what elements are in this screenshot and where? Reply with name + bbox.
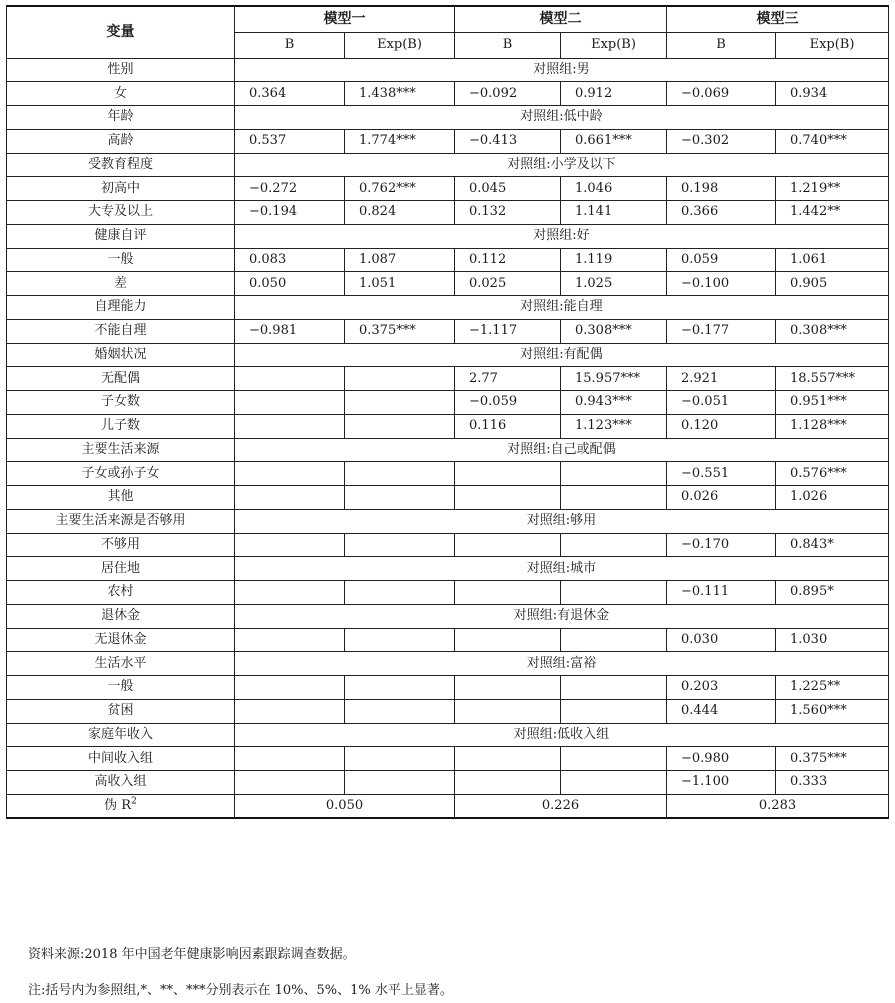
exp-b-cell	[561, 486, 667, 510]
row-label: 无退休金	[7, 628, 235, 652]
coef-b-cell: 0.120	[667, 414, 776, 438]
row-label: 不能自理	[7, 319, 235, 343]
reference-group-cell: 对照组:低收入组	[235, 723, 889, 747]
row-label: 贫困	[7, 699, 235, 723]
row-label: 一般	[7, 248, 235, 272]
exp-b-cell: 1.030	[776, 628, 889, 652]
header-sub-expb: Exp(B)	[561, 32, 667, 58]
exp-b-cell: 0.740***	[776, 129, 889, 153]
coef-b-cell: −0.069	[667, 82, 776, 106]
coef-b-cell	[235, 367, 345, 391]
coef-b-cell: −0.111	[667, 581, 776, 605]
exp-b-cell: 0.375***	[345, 319, 455, 343]
table-row	[7, 699, 889, 723]
exp-b-cell: 1.119	[561, 248, 667, 272]
coef-b-cell	[455, 699, 561, 723]
row-label: 初高中	[7, 177, 235, 201]
exp-b-cell: 0.951***	[776, 391, 889, 415]
coef-b-cell: −0.092	[455, 82, 561, 106]
reference-group-cell: 对照组:低中龄	[235, 106, 889, 130]
coef-b-cell: 0.444	[667, 699, 776, 723]
exp-b-cell: 1.141	[561, 201, 667, 225]
coef-b-cell	[455, 628, 561, 652]
pseudo-r2-value: 0.283	[667, 794, 889, 818]
exp-b-cell: 1.560***	[776, 699, 889, 723]
reference-group-cell: 对照组:自己或配偶	[235, 438, 889, 462]
exp-b-cell: 18.557***	[776, 367, 889, 391]
row-label: 性别	[7, 58, 235, 82]
row-label: 差	[7, 272, 235, 296]
reference-row	[7, 723, 889, 747]
exp-b-cell	[561, 581, 667, 605]
reference-group-cell: 对照组:能自理	[235, 296, 889, 320]
table-row	[7, 319, 889, 343]
reference-row	[7, 296, 889, 320]
reference-group-cell: 对照组:有退休金	[235, 604, 889, 628]
exp-b-cell	[345, 533, 455, 557]
exp-b-cell	[345, 676, 455, 700]
exp-b-cell: 1.087	[345, 248, 455, 272]
coef-b-cell: 0.083	[235, 248, 345, 272]
exp-b-cell: 1.061	[776, 248, 889, 272]
row-label: 女	[7, 82, 235, 106]
exp-b-cell	[345, 486, 455, 510]
row-label: 其他	[7, 486, 235, 510]
table-row	[7, 486, 889, 510]
exp-b-cell: 1.128***	[776, 414, 889, 438]
significance-note: 注:括号内为参照组,*、**、***分别表示在 10%、5%、1% 水平上显著。	[28, 983, 453, 998]
coef-b-cell	[235, 462, 345, 486]
header-sub-b: B	[235, 32, 345, 58]
coef-b-cell	[235, 581, 345, 605]
reference-row	[7, 652, 889, 676]
row-label: 居住地	[7, 557, 235, 581]
row-label: 大专及以上	[7, 201, 235, 225]
exp-b-cell: 0.308***	[561, 319, 667, 343]
row-label: 退休金	[7, 604, 235, 628]
reference-row	[7, 343, 889, 367]
coef-b-cell: 0.059	[667, 248, 776, 272]
table-row	[7, 367, 889, 391]
pseudo-r2-label	[7, 794, 235, 818]
pseudo-r2-value: 0.226	[455, 794, 667, 818]
exp-b-cell: 0.661***	[561, 129, 667, 153]
table-row	[7, 462, 889, 486]
exp-b-cell: 1.774***	[345, 129, 455, 153]
exp-b-cell	[561, 628, 667, 652]
exp-b-cell: 0.333	[776, 771, 889, 795]
exp-b-cell	[561, 533, 667, 557]
exp-b-cell	[345, 391, 455, 415]
table-row	[7, 628, 889, 652]
exp-b-cell: 0.308***	[776, 319, 889, 343]
table-row	[7, 581, 889, 605]
row-label: 无配偶	[7, 367, 235, 391]
table-row	[7, 248, 889, 272]
reference-group-cell: 对照组:有配偶	[235, 343, 889, 367]
coef-b-cell: 0.203	[667, 676, 776, 700]
header-sub-expb: Exp(B)	[345, 32, 455, 58]
table-row	[7, 129, 889, 153]
row-label: 儿子数	[7, 414, 235, 438]
row-label: 受教育程度	[7, 153, 235, 177]
coef-b-cell	[235, 676, 345, 700]
exp-b-cell: 1.438***	[345, 82, 455, 106]
exp-b-cell	[345, 414, 455, 438]
row-label: 健康自评	[7, 224, 235, 248]
exp-b-cell	[561, 462, 667, 486]
row-label: 中间收入组	[7, 747, 235, 771]
coef-b-cell	[235, 391, 345, 415]
coef-b-cell: 2.921	[667, 367, 776, 391]
reference-row	[7, 58, 889, 82]
exp-b-cell: 0.843*	[776, 533, 889, 557]
exp-b-cell	[561, 747, 667, 771]
reference-row	[7, 604, 889, 628]
reference-row	[7, 224, 889, 248]
exp-b-cell	[561, 771, 667, 795]
reference-group-cell: 对照组:好	[235, 224, 889, 248]
coef-b-cell	[455, 581, 561, 605]
reference-group-cell: 对照组:够用	[235, 509, 889, 533]
table-row	[7, 676, 889, 700]
coef-b-cell	[455, 533, 561, 557]
coef-b-cell: −1.117	[455, 319, 561, 343]
coef-b-cell: 0.112	[455, 248, 561, 272]
coef-b-cell: 0.537	[235, 129, 345, 153]
exp-b-cell	[345, 628, 455, 652]
exp-b-cell	[345, 699, 455, 723]
table-row	[7, 747, 889, 771]
exp-b-cell: 0.576***	[776, 462, 889, 486]
coef-b-cell: −0.100	[667, 272, 776, 296]
coef-b-cell: 0.030	[667, 628, 776, 652]
coef-b-cell: −0.051	[667, 391, 776, 415]
exp-b-cell: 1.123***	[561, 414, 667, 438]
table-row	[7, 82, 889, 106]
coef-b-cell: −0.272	[235, 177, 345, 201]
table-row	[7, 533, 889, 557]
reference-group-cell: 对照组:城市	[235, 557, 889, 581]
coef-b-cell: −0.170	[667, 533, 776, 557]
exp-b-cell: 0.934	[776, 82, 889, 106]
exp-b-cell	[345, 367, 455, 391]
regression-table	[6, 5, 889, 819]
coef-b-cell: 0.045	[455, 177, 561, 201]
reference-row	[7, 557, 889, 581]
exp-b-cell: 0.943***	[561, 391, 667, 415]
header-model-3: 模型三	[667, 6, 889, 32]
coef-b-cell	[235, 747, 345, 771]
exp-b-cell: 1.051	[345, 272, 455, 296]
row-label: 高龄	[7, 129, 235, 153]
coef-b-cell	[455, 676, 561, 700]
coef-b-cell: 0.132	[455, 201, 561, 225]
pseudo-r2-value: 0.050	[235, 794, 455, 818]
table-body	[7, 58, 889, 818]
exp-b-cell: 1.442**	[776, 201, 889, 225]
row-label: 年龄	[7, 106, 235, 130]
coef-b-cell: 0.026	[667, 486, 776, 510]
row-label: 不够用	[7, 533, 235, 557]
reference-group-cell: 对照组:小学及以下	[235, 153, 889, 177]
coef-b-cell: −0.194	[235, 201, 345, 225]
coef-b-cell	[455, 771, 561, 795]
exp-b-cell: 15.957***	[561, 367, 667, 391]
table-row	[7, 771, 889, 795]
row-label: 主要生活来源	[7, 438, 235, 462]
coef-b-cell: 0.025	[455, 272, 561, 296]
exp-b-cell	[345, 747, 455, 771]
pseudo-r2-label-text: 伪 R	[104, 797, 132, 813]
coef-b-cell	[235, 699, 345, 723]
exp-b-cell: 1.025	[561, 272, 667, 296]
coef-b-cell	[455, 747, 561, 771]
row-label: 一般	[7, 676, 235, 700]
row-label: 子女数	[7, 391, 235, 415]
coef-b-cell: 0.366	[667, 201, 776, 225]
coef-b-cell: 0.050	[235, 272, 345, 296]
coef-b-cell	[455, 462, 561, 486]
row-label: 主要生活来源是否够用	[7, 509, 235, 533]
exp-b-cell: 1.219**	[776, 177, 889, 201]
exp-b-cell: 1.026	[776, 486, 889, 510]
reference-row	[7, 438, 889, 462]
exp-b-cell: 0.905	[776, 272, 889, 296]
coef-b-cell: −0.980	[667, 747, 776, 771]
exp-b-cell	[561, 699, 667, 723]
exp-b-cell: 0.762***	[345, 177, 455, 201]
coef-b-cell: −1.100	[667, 771, 776, 795]
header-sub-b: B	[455, 32, 561, 58]
table-row	[7, 414, 889, 438]
exp-b-cell: 1.046	[561, 177, 667, 201]
coef-b-cell	[235, 414, 345, 438]
exp-b-cell: 0.375***	[776, 747, 889, 771]
exp-b-cell: 0.824	[345, 201, 455, 225]
header-model-2: 模型二	[455, 6, 667, 32]
coef-b-cell	[235, 486, 345, 510]
coef-b-cell: 2.77	[455, 367, 561, 391]
coef-b-cell: 0.364	[235, 82, 345, 106]
exp-b-cell: 1.225**	[776, 676, 889, 700]
header-variable: 变量	[7, 6, 235, 58]
coef-b-cell: −0.177	[667, 319, 776, 343]
coef-b-cell: −0.059	[455, 391, 561, 415]
row-label: 农村	[7, 581, 235, 605]
reference-row	[7, 509, 889, 533]
header-sub-expb: Exp(B)	[776, 32, 889, 58]
pseudo-r2-row	[7, 794, 889, 818]
coef-b-cell: −0.551	[667, 462, 776, 486]
coef-b-cell: −0.413	[455, 129, 561, 153]
exp-b-cell: 0.895*	[776, 581, 889, 605]
coef-b-cell	[235, 628, 345, 652]
coef-b-cell: −0.302	[667, 129, 776, 153]
header-model-1: 模型一	[235, 6, 455, 32]
exp-b-cell	[345, 581, 455, 605]
table-row	[7, 272, 889, 296]
coef-b-cell	[455, 486, 561, 510]
regression-table-container	[6, 5, 888, 819]
coef-b-cell: −0.981	[235, 319, 345, 343]
coef-b-cell: 0.116	[455, 414, 561, 438]
row-label: 子女或孙子女	[7, 462, 235, 486]
row-label: 婚姻状况	[7, 343, 235, 367]
source-note: 资料来源:2018 年中国老年健康影响因素跟踪调查数据。	[28, 947, 356, 962]
exp-b-cell	[345, 771, 455, 795]
table-row	[7, 391, 889, 415]
reference-row	[7, 153, 889, 177]
exp-b-cell: 0.912	[561, 82, 667, 106]
header-sub-b: B	[667, 32, 776, 58]
table-row	[7, 201, 889, 225]
row-label: 生活水平	[7, 652, 235, 676]
reference-row	[7, 106, 889, 130]
row-label: 家庭年收入	[7, 723, 235, 747]
row-label: 高收入组	[7, 771, 235, 795]
coef-b-cell: 0.198	[667, 177, 776, 201]
exp-b-cell	[561, 676, 667, 700]
table-row	[7, 177, 889, 201]
reference-group-cell: 对照组:富裕	[235, 652, 889, 676]
exp-b-cell	[345, 462, 455, 486]
coef-b-cell	[235, 771, 345, 795]
pseudo-r2-superscript: 2	[131, 796, 137, 807]
coef-b-cell	[235, 533, 345, 557]
row-label: 自理能力	[7, 296, 235, 320]
reference-group-cell: 对照组:男	[235, 58, 889, 82]
